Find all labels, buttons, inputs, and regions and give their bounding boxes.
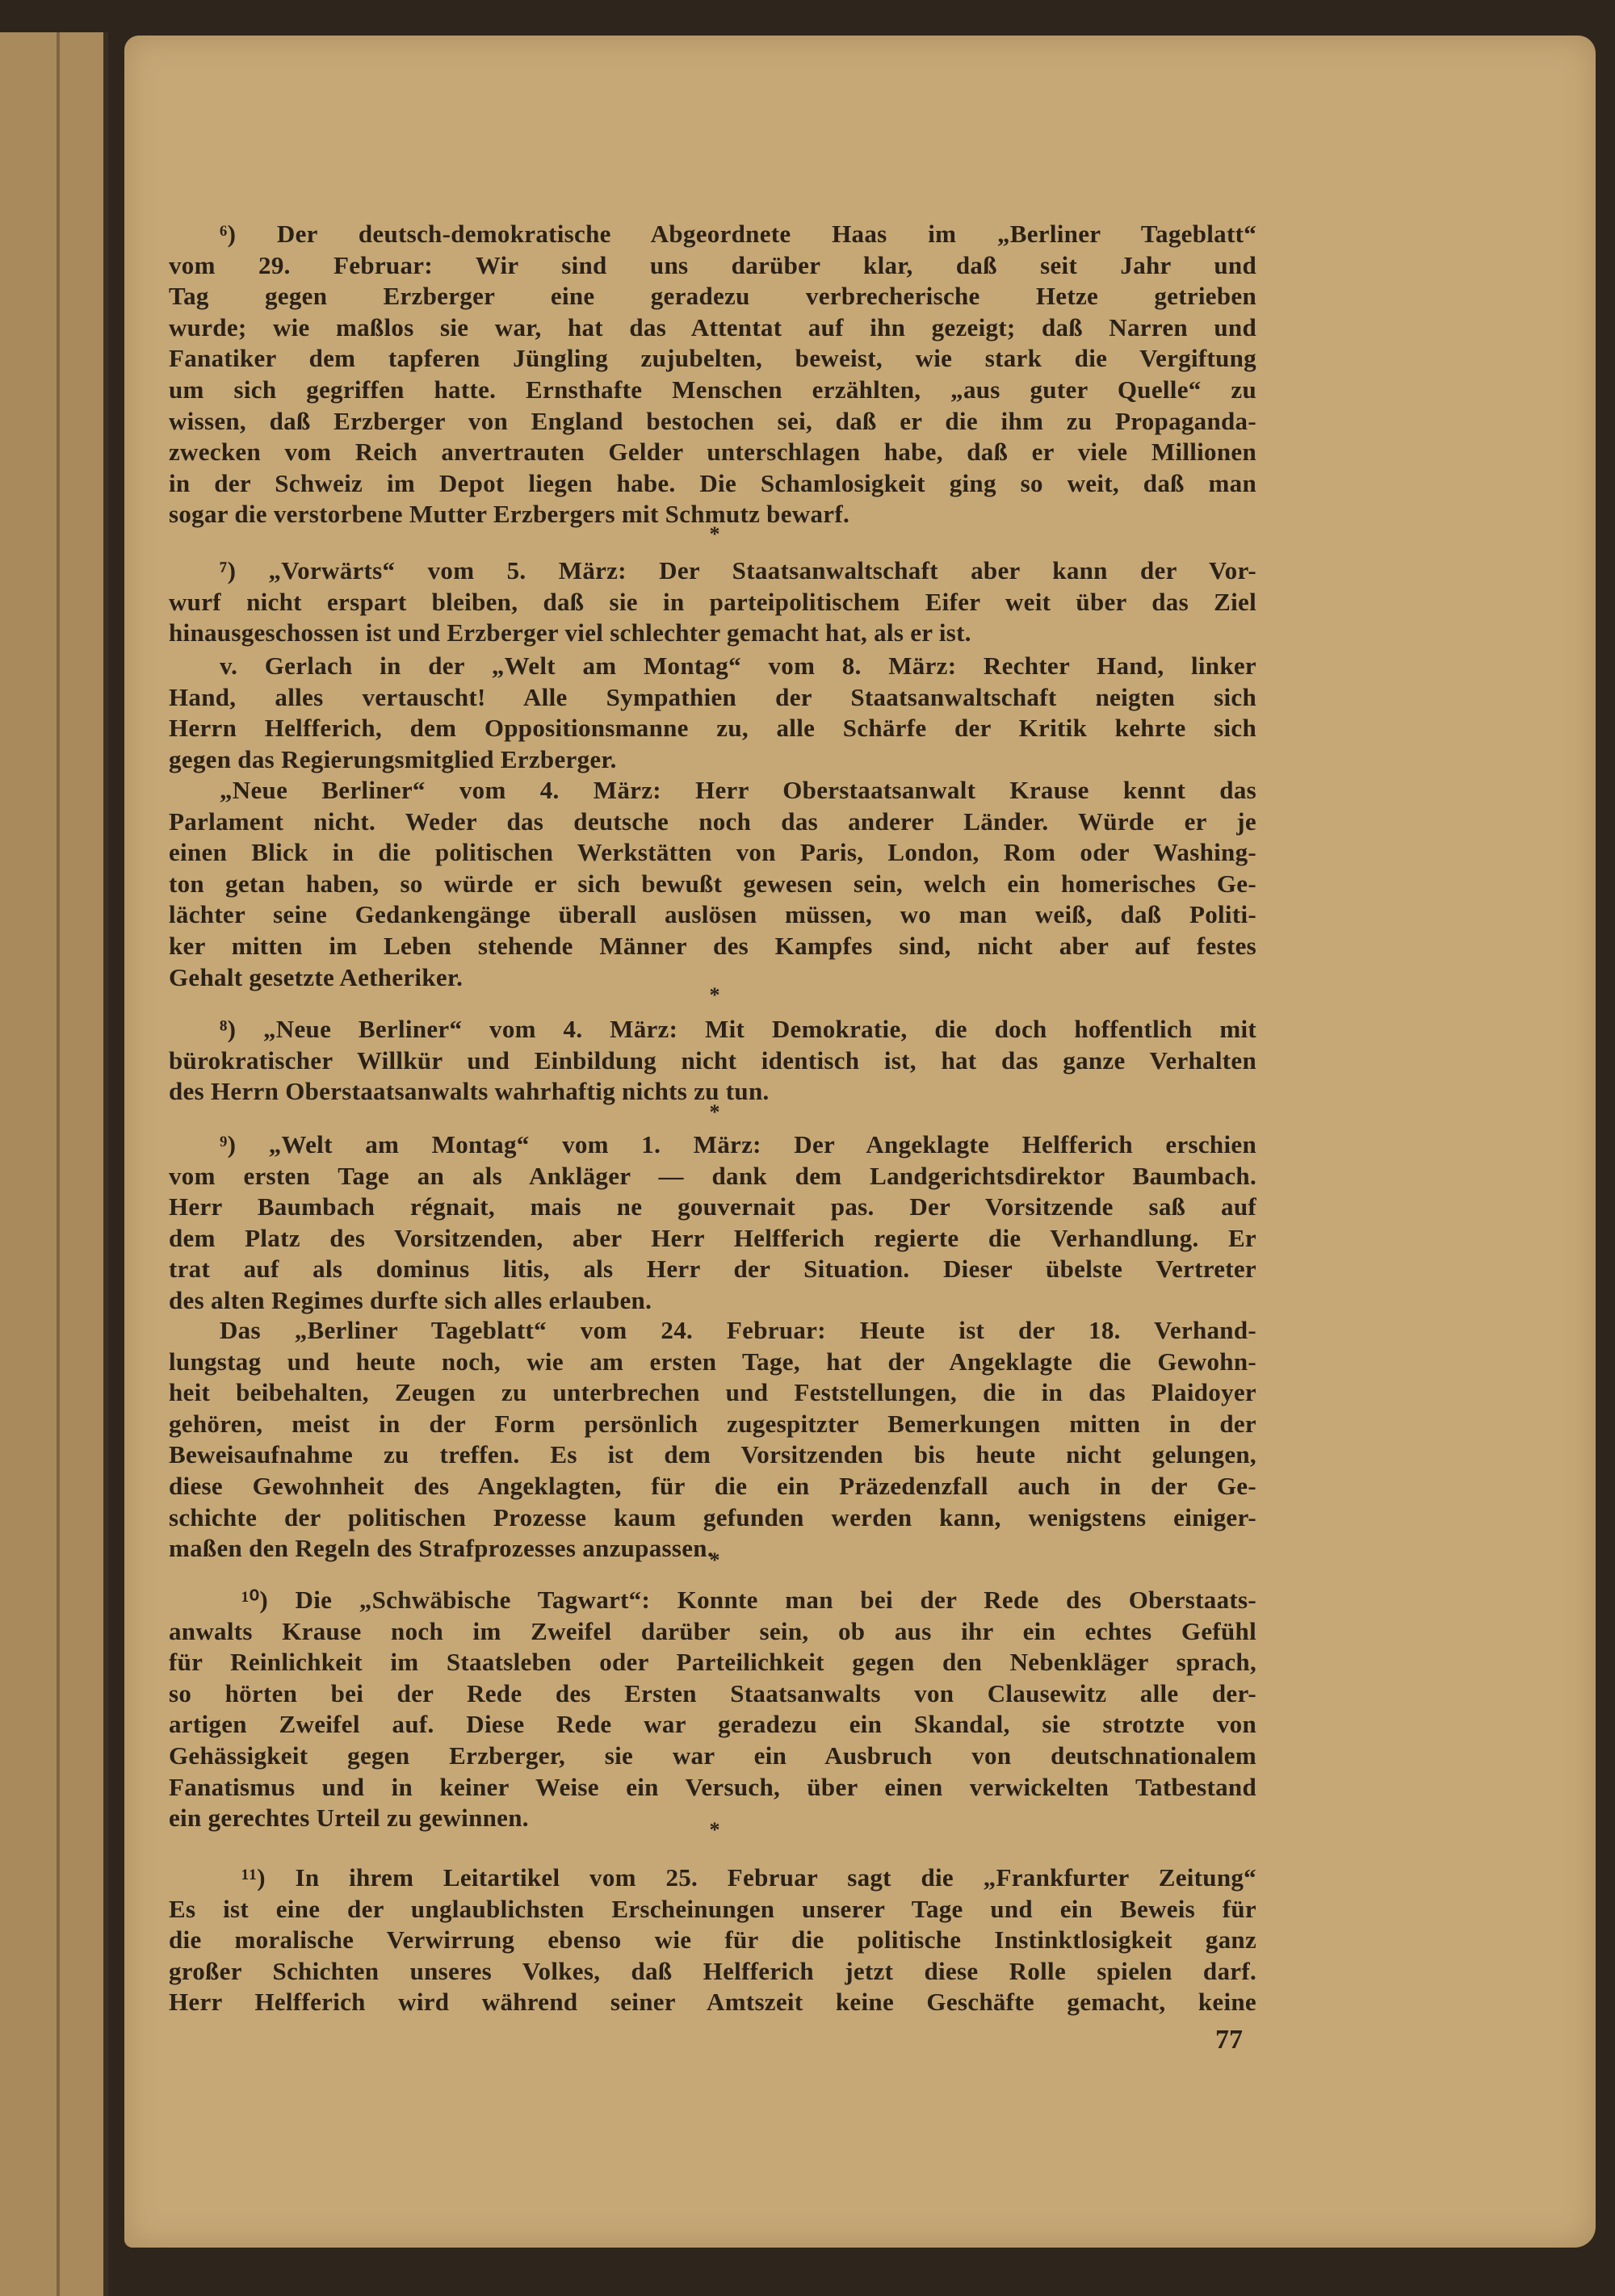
text-line: ¹¹) In ihrem Leitartikel vom 25. Februar sagt die „Frankfurter Zeitung“	[241, 1863, 1256, 1892]
footnote-8	[169, 1014, 1256, 1108]
text-line: einen Blick in die politischen Werkstätten von Paris, London, Rom oder Washing-	[169, 838, 1256, 867]
text-line: vom 29. Februar: Wir sind uns darüber klar, daß seit Jahr und	[169, 250, 1256, 279]
section-separator: *	[709, 983, 720, 1007]
text-line: ¹⁰) Die „Schwäbische Tagwart“: Konnte man bei der Rede des Oberstaats-	[241, 1586, 1256, 1614]
text-line: anwalts Krause noch im Zweifel darüber sein, ob aus ihr ein echtes Gefühl	[169, 1616, 1256, 1645]
text-line: heit beibehalten, Zeugen zu unterbrechen und Feststellungen, die in das Plaidoyer	[169, 1378, 1256, 1407]
text-line: für Reinlichkeit im Staatsleben oder Parteilichkeit gegen den Nebenkläger sprach,	[169, 1648, 1256, 1677]
text-line: dem Platz des Vorsitzenden, aber Herr Helfferich regierte die Verhandlung. Er	[169, 1223, 1256, 1252]
text-line: ker mitten im Leben stehende Männer des Kampfes sind, nicht aber auf festes	[169, 931, 1256, 960]
text-line: maßen den Regeln des Strafprozesses anzupassen.	[169, 1534, 714, 1563]
text-line: v. Gerlach in der „Welt am Montag“ vom 8. März: Rechter Hand, linker	[220, 652, 1256, 680]
text-line: ton getan haben, so würde er sich bewußt gewesen sein, welch ein homerisches Ge-	[169, 869, 1256, 898]
text-line: schichte der politischen Prozesse kaum gefunden werden kann, wenigstens einiger-	[169, 1502, 1256, 1531]
quote-paragraph	[169, 1315, 1256, 1565]
text-line: die moralische Verwirrung ebenso wie für die politische Instinktlosigkeit ganz	[169, 1925, 1256, 1955]
text-line: zwecken vom Reich anvertrauten Gelder unterschlagen habe, daß er viele Millionen	[169, 438, 1256, 467]
section-separator: *	[709, 1818, 720, 1841]
text-line: Tag gegen Erzberger eine geradezu verbrecherische Hetze getrieben	[169, 282, 1256, 311]
text-line: diese Gewohnheit des Angeklagten, für die ein Präzedenzfall auch in der Ge-	[169, 1471, 1256, 1500]
text-line: ⁷) „Vorwärts“ vom 5. März: Der Staatsanwaltschaft aber kann der Vor-	[220, 556, 1256, 584]
adjacent-page-edge	[0, 32, 108, 2296]
footnote-9	[169, 1129, 1256, 1317]
text-line: gegen das Regierungsmitglied Erzberger.	[169, 744, 617, 773]
text-line: ⁹) „Welt am Montag“ vom 1. März: Der Angeklagte Helfferich erschien	[220, 1130, 1256, 1158]
footnote-7	[169, 555, 1256, 649]
text-line: ⁶) Der deutsch-demokratische Abgeordnete Haas im „Berliner Tageblatt“	[220, 220, 1256, 248]
text-line: Parlament nicht. Weder das deutsche noch das anderer Länder. Würde er je	[169, 807, 1256, 836]
text-line: bürokratischer Willkür und Einbildung nicht identisch ist, hat das ganze Verhalten	[169, 1045, 1256, 1075]
quote-paragraph	[169, 775, 1256, 993]
text-line: Es ist eine der unglaublichsten Erscheinungen unserer Tage und ein Beweis für	[169, 1894, 1256, 1923]
text-line: sogar die verstorbene Mutter Erzbergers mit Schmutz bewarf.	[169, 500, 849, 529]
footnote-10	[169, 1585, 1256, 1834]
text-line: wissen, daß Erzberger von England bestochen sei, daß er die ihm zu Propaganda-	[169, 406, 1256, 435]
text-line: großer Schichten unseres Volkes, daß Helfferich jetzt diese Rolle spielen darf.	[169, 1956, 1256, 1985]
text-line: lungstag und heute noch, wie am ersten Tage, hat der Angeklagte die Gewohn-	[169, 1347, 1256, 1376]
text-line: Das „Berliner Tageblatt“ vom 24. Februar: Heute ist der 18. Verhand-	[220, 1316, 1256, 1344]
text-line: um sich gegriffen hatte. Ernsthafte Menschen erzählten, „aus guter Quelle“ zu	[169, 375, 1256, 404]
text-line: Herr Baumbach régnait, mais ne gouvernait pas. Der Vorsitzende saß auf	[169, 1192, 1256, 1221]
text-line: Fanatiker dem tapferen Jüngling zujubelten, beweist, wie stark die Vergiftung	[169, 344, 1256, 373]
text-line: Fanatismus und in keiner Weise ein Versuch, über einen verwickelten Tatbestand	[169, 1772, 1256, 1801]
section-separator: *	[709, 1100, 720, 1124]
page-fold	[57, 32, 60, 2296]
text-line: Herr Helfferich wird während seiner Amtszeit keine Geschäfte gemacht, keine	[169, 1988, 1256, 2017]
text-line: Beweisaufnahme zu treffen. Es ist dem Vorsitzenden bis heute nicht gelungen,	[169, 1440, 1256, 1469]
text-line: des alten Regimes durfte sich alles erlauben.	[169, 1285, 652, 1314]
text-line: in der Schweiz im Depot liegen habe. Die Schamlosigkeit ging so weit, daß man	[169, 468, 1256, 497]
section-separator: *	[709, 1548, 720, 1572]
text-line: ein gerechtes Urteil zu gewinnen.	[169, 1804, 529, 1833]
text-line: Herrn Helfferich, dem Oppositionsmanne zu, alle Schärfe der Kritik kehrte sich	[169, 714, 1256, 743]
text-line: trat auf als dominus litis, als Herr der Situation. Dieser übelste Vertreter	[169, 1255, 1256, 1284]
text-line: Gehässigkeit gegen Erzberger, sie war ein Ausbruch von deutschnationalem	[169, 1741, 1256, 1770]
text-line: hinausgeschossen ist und Erzberger viel schlechter gemacht hat, als er ist.	[169, 618, 971, 647]
text-line: gehören, meist in der Form persönlich zugespitzter Bemerkungen mitten in der	[169, 1409, 1256, 1438]
footnote-11	[169, 1862, 1256, 2018]
text-line: artigen Zweifel auf. Diese Rede war geradezu ein Skandal, sie strotzte von	[169, 1710, 1256, 1739]
text-line: so hörten bei der Rede des Ersten Staatsanwalts von Clausewitz alle der-	[169, 1678, 1256, 1707]
text-line: wurf nicht erspart bleiben, daß sie in parteipolitischem Eifer weit über das Ziel	[169, 587, 1256, 616]
text-line: Gehalt gesetzte Aetheriker.	[169, 962, 464, 991]
text-line: des Herrn Oberstaatsanwalts wahrhaftig nichts zu tun.	[169, 1077, 770, 1106]
text-line: Hand, alles vertauscht! Alle Sympathien der Staatsanwaltschaft neigten sich	[169, 682, 1256, 711]
text-line: wurde; wie maßlos sie war, hat das Attentat auf ihn gezeigt; daß Narren und	[169, 312, 1256, 341]
footnote-6	[169, 219, 1256, 530]
text-line: lächter seine Gedankengänge überall auslösen müssen, wo man weiß, daß Politi-	[169, 900, 1256, 929]
text-line: vom ersten Tage an als Ankläger — dank dem Landgerichtsdirektor Baumbach.	[169, 1161, 1256, 1190]
section-separator: *	[709, 522, 720, 546]
text-line: ⁸) „Neue Berliner“ vom 4. März: Mit Demokratie, die doch hoffentlich mit	[220, 1015, 1256, 1043]
text-line: „Neue Berliner“ vom 4. März: Herr Oberstaatsanwalt Krause kennt das	[220, 776, 1256, 804]
quote-paragraph	[169, 651, 1256, 775]
page-number: 77	[1215, 2025, 1243, 2055]
